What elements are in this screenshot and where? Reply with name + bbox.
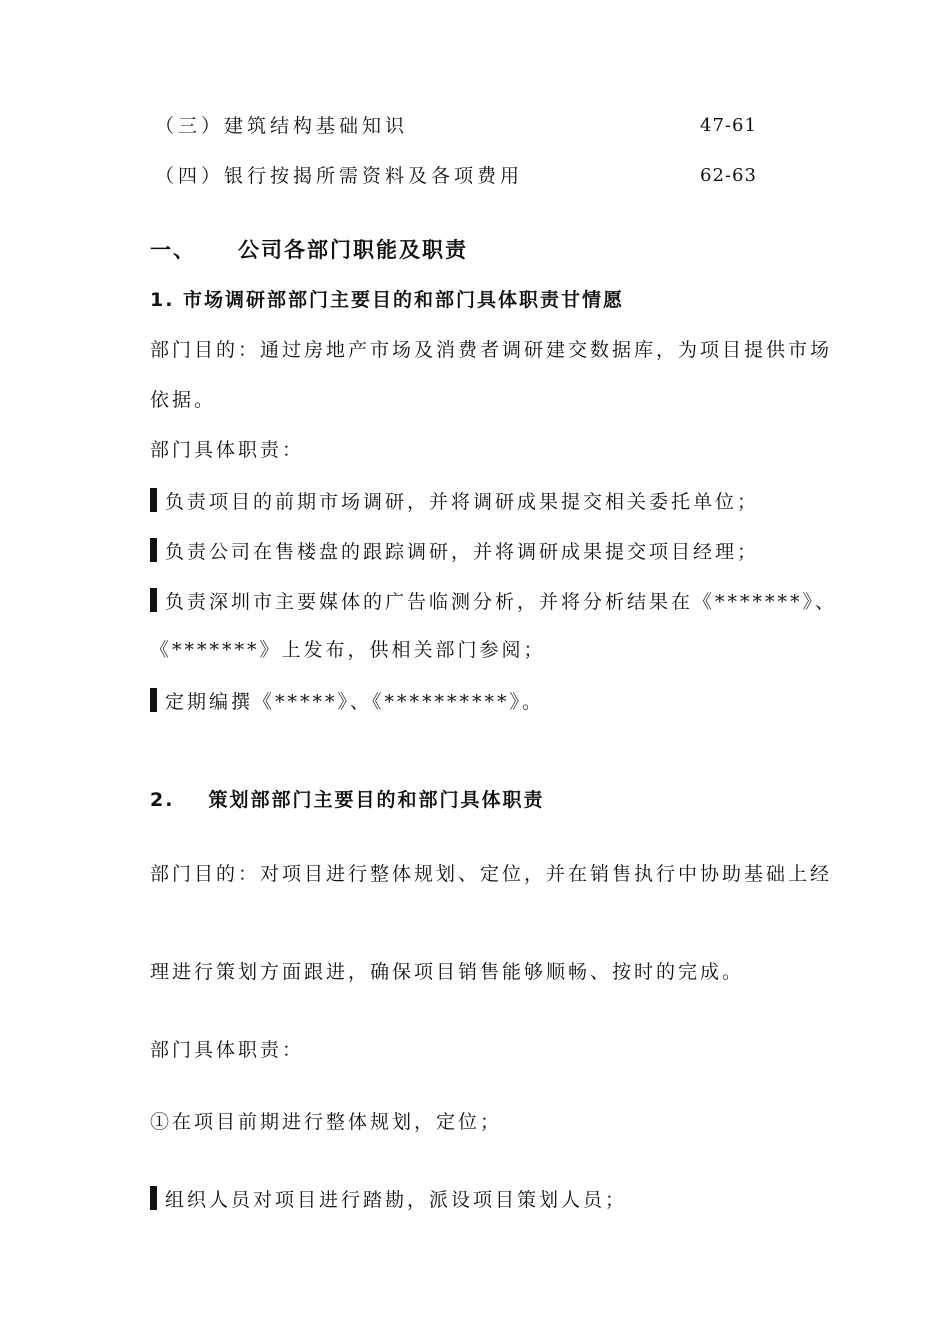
dept2-duties-label: 部门具体职责： [150, 1039, 305, 1061]
toc-item-4 [155, 164, 523, 188]
dept2-purpose-line2: 理进行策划方面跟进，确保项目销售能够顺畅、按时的完成。 [150, 961, 745, 983]
dept1-duty-3-text: 负责深圳市主要媒体的广告临测分析，并将分析结果在《*******》、 [165, 591, 838, 613]
dept2-duty-2 [150, 1186, 627, 1212]
dept1-duty-4-text: 定期编撰《*****》、《**********》。 [165, 691, 545, 713]
dept1-duty-1 [150, 488, 759, 514]
dept1-duty-1-text: 负责项目的前期市场调研，并将调研成果提交相关委托单位； [165, 491, 760, 513]
bullet-bar-icon [150, 488, 157, 512]
dept1-heading: 1. 市场调研部部门主要目的和部门具体职责甘情愿 [150, 289, 625, 311]
section-heading [150, 238, 468, 262]
toc-item-4-label: （四）银行按揭所需资料及各项费用 [155, 165, 524, 187]
toc-item-3-pages: 47-61 [700, 115, 757, 136]
dept2-duty-2-text: 组织人员对项目进行踏勘，派设项目策划人员； [165, 1189, 628, 1211]
dept1-duties-label: 部门具体职责： [150, 439, 305, 461]
dept1-duty-2-text: 负责公司在售楼盘的跟踪调研，并将调研成果提交项目经理； [165, 541, 760, 563]
section-number: 一、 [150, 238, 196, 262]
dept2-heading [150, 788, 544, 812]
dept1-duty-4 [150, 688, 544, 714]
bullet-bar-icon [150, 1186, 157, 1210]
dept1-duty-3-cont: 《*******》上发布，供相关部门参阅； [150, 639, 546, 661]
bullet-bar-icon [150, 688, 157, 712]
dept2-purpose-line1: 部门目的：对项目进行整体规划、定位，并在销售执行中协助基础上经 [150, 863, 833, 885]
dept1-duty-2 [150, 538, 759, 564]
dept2-title: 策划部部门主要目的和部门具体职责 [208, 789, 545, 811]
bullet-bar-icon [150, 588, 157, 612]
dept1-purpose-line1: 部门目的：通过房地产市场及消费者调研建交数据库，为项目提供市场 [150, 339, 833, 361]
dept2-duty-1: ①在项目前期进行整体规划，定位； [150, 1111, 503, 1133]
dept1-purpose-line2: 依据。 [150, 389, 217, 411]
dept2-number: 2. [150, 789, 175, 811]
toc-item-3-label: （三）建筑结构基础知识 [155, 115, 409, 137]
toc-item-4-pages: 62-63 [700, 165, 757, 186]
section-title: 公司各部门职能及职责 [238, 238, 468, 262]
toc-item-3 [155, 114, 408, 138]
bullet-bar-icon [150, 538, 157, 562]
dept1-duty-3 [150, 588, 837, 614]
